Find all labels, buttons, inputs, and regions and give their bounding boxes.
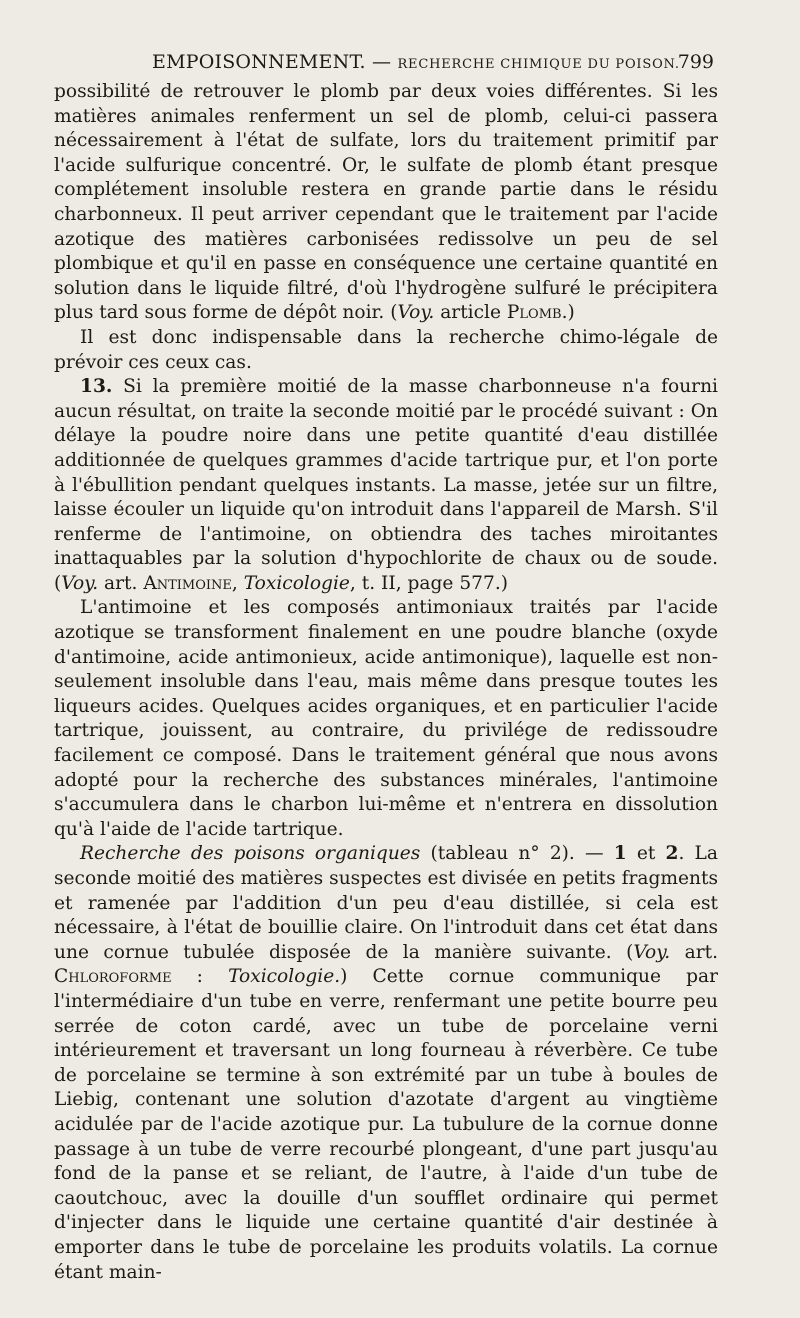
paragraph-text: article <box>434 302 507 324</box>
step-number: 2 <box>665 843 679 865</box>
article-reference: Antimoine <box>143 572 232 594</box>
running-title <box>152 48 680 79</box>
paragraph-antimony <box>54 596 718 842</box>
paragraph-text: possibilité de retrouver le plomb par deux voies différentes. Si les matières animales renferment un sel de plomb, celui-ci passera nécessairement à l'état de sulfate, lors du traitement primitif par l'acide sulfurique concentré. Or, le sulfate de plomb étant presque complétement insoluble restera en grande partie dans le résidu charbonneux. Il peut arriver cependant que le traitement par l'acide azotique des matières carbonisées redissolve un peu de sel plombique et qu'il en passe en conséquence une certaine quantité en solution dans le liquide filtré, d'où l'hydrogène sulfuré le précipitera plus tard sous forme de dépôt noir. ( <box>54 81 718 324</box>
paragraph-conclusion <box>54 326 718 375</box>
page-header <box>52 48 720 76</box>
paragraph-text: . La seconde moitié des matières suspectes est divisée en petits fragments et ramenée par l'addition d'un peu d'eau distillée, si cela est nécessaire, à l'état de bouillie claire. On l'introduit dans cet état dans une cornue tubulée disposée de la manière suivante. ( <box>54 843 718 963</box>
header-dash: — <box>365 51 398 73</box>
page-number: 799 <box>677 51 714 73</box>
paragraph-text: L'antimoine et les composés antimoniaux traités par l'acide azotique se transforment finalement en une poudre blanche (oxyde d'antimoine, acide antimonieux, acide antimonique), laquelle est non-seulement insoluble dans l'eau, mais même dans presque toutes les liqueurs acides. Quelques acides organiques, et en particulier l'acide tartrique, jouissent, au contraire, du privilége de redissoudre facilement ce composé. Dans le traitement général que nous avons adopté pour la recherche des substances minérales, l'antimoine s'accumulera dans le charbon lui-même et n'entrera en dissolution qu'à l'aide de l'acide tartrique. <box>54 597 718 840</box>
voy-reference: Voy. <box>397 302 435 324</box>
paragraph-text: art. <box>98 572 144 594</box>
paragraph-text: Il est donc indispensable dans la recherche chimo-légale de prévoir ces ceux cas. <box>54 326 718 373</box>
article-reference: Plomb <box>506 302 562 324</box>
running-title-main: EMPOISONNEMENT. <box>152 51 366 73</box>
paragraph-text: Si la première moitié de la masse charbonneuse n'a fourni aucun résultat, on traite la seconde moitié par le procédé suivant : On délaye la poudre noire dans une petite quantité d'eau distillée additionnée de quelques grammes d'acide tartrique pur, et l'on porte à l'ébullition pendant quelques instants. La masse, jetée sur un filtre, laisse écouler un liquide qu'on introduit dans l'appareil de Marsh. S'il renferme de l'antimoine, on obtiendra des taches miroitantes inattaquables par la solution d'hypochlorite de chaux ou de soude. ( <box>54 376 718 594</box>
paragraph-continued <box>54 80 718 326</box>
paragraph-text: : <box>171 966 229 988</box>
paragraph-text: , <box>231 572 244 594</box>
body-text <box>54 80 718 1285</box>
paragraph-text: , t. II, page 577.) <box>349 572 508 594</box>
work-title: Toxicologie. <box>228 966 341 988</box>
step-number: 1 <box>613 843 627 865</box>
paragraph-text: ) Cette cornue communique par l'intermédiaire d'un tube en verre, renfermant une petite bourre peu serrée de coton cardé, avec un tube de porcelaine verni intérieurement et traversant un long fourneau à réverbère. Ce tube de porcelaine se termine à son extrémité par un tube à boules de Liebig, contenant une solution d'azotate d'argent au vingtième acidulée par de l'acide azotique pur. La tubulure de la cornue donne passage à un tube de verre recourbé plongeant, d'une part jusqu'au fond de la panse et se reliant, de l'autre, à l'aide d'un tube de caoutchouc, avec la douille d'un soufflet ordinaire qui permet d'injecter dans le liquide une certaine quantité d'air destinée à emporter dans le tube de porcelaine les produits volatils. La cornue étant main- <box>54 966 718 1283</box>
paragraph-text: et <box>626 843 666 865</box>
paragraph-section-13 <box>54 375 718 596</box>
paragraph-text: art. <box>670 941 718 963</box>
paragraph-text: .) <box>561 302 575 324</box>
section-title: RECHERCHE CHIMIQUE DU POISON. <box>397 57 680 72</box>
article-reference: Chloroforme <box>54 966 172 988</box>
voy-reference: Voy. <box>633 941 671 963</box>
voy-reference: Voy. <box>61 572 99 594</box>
section-heading: Recherche des poisons organiques <box>80 843 421 865</box>
paragraph-text: (tableau n° 2). — <box>420 843 614 865</box>
work-title: Toxicologie <box>243 572 350 594</box>
paragraph-organic-poisons <box>54 842 718 1285</box>
section-number: 13. <box>80 376 113 398</box>
